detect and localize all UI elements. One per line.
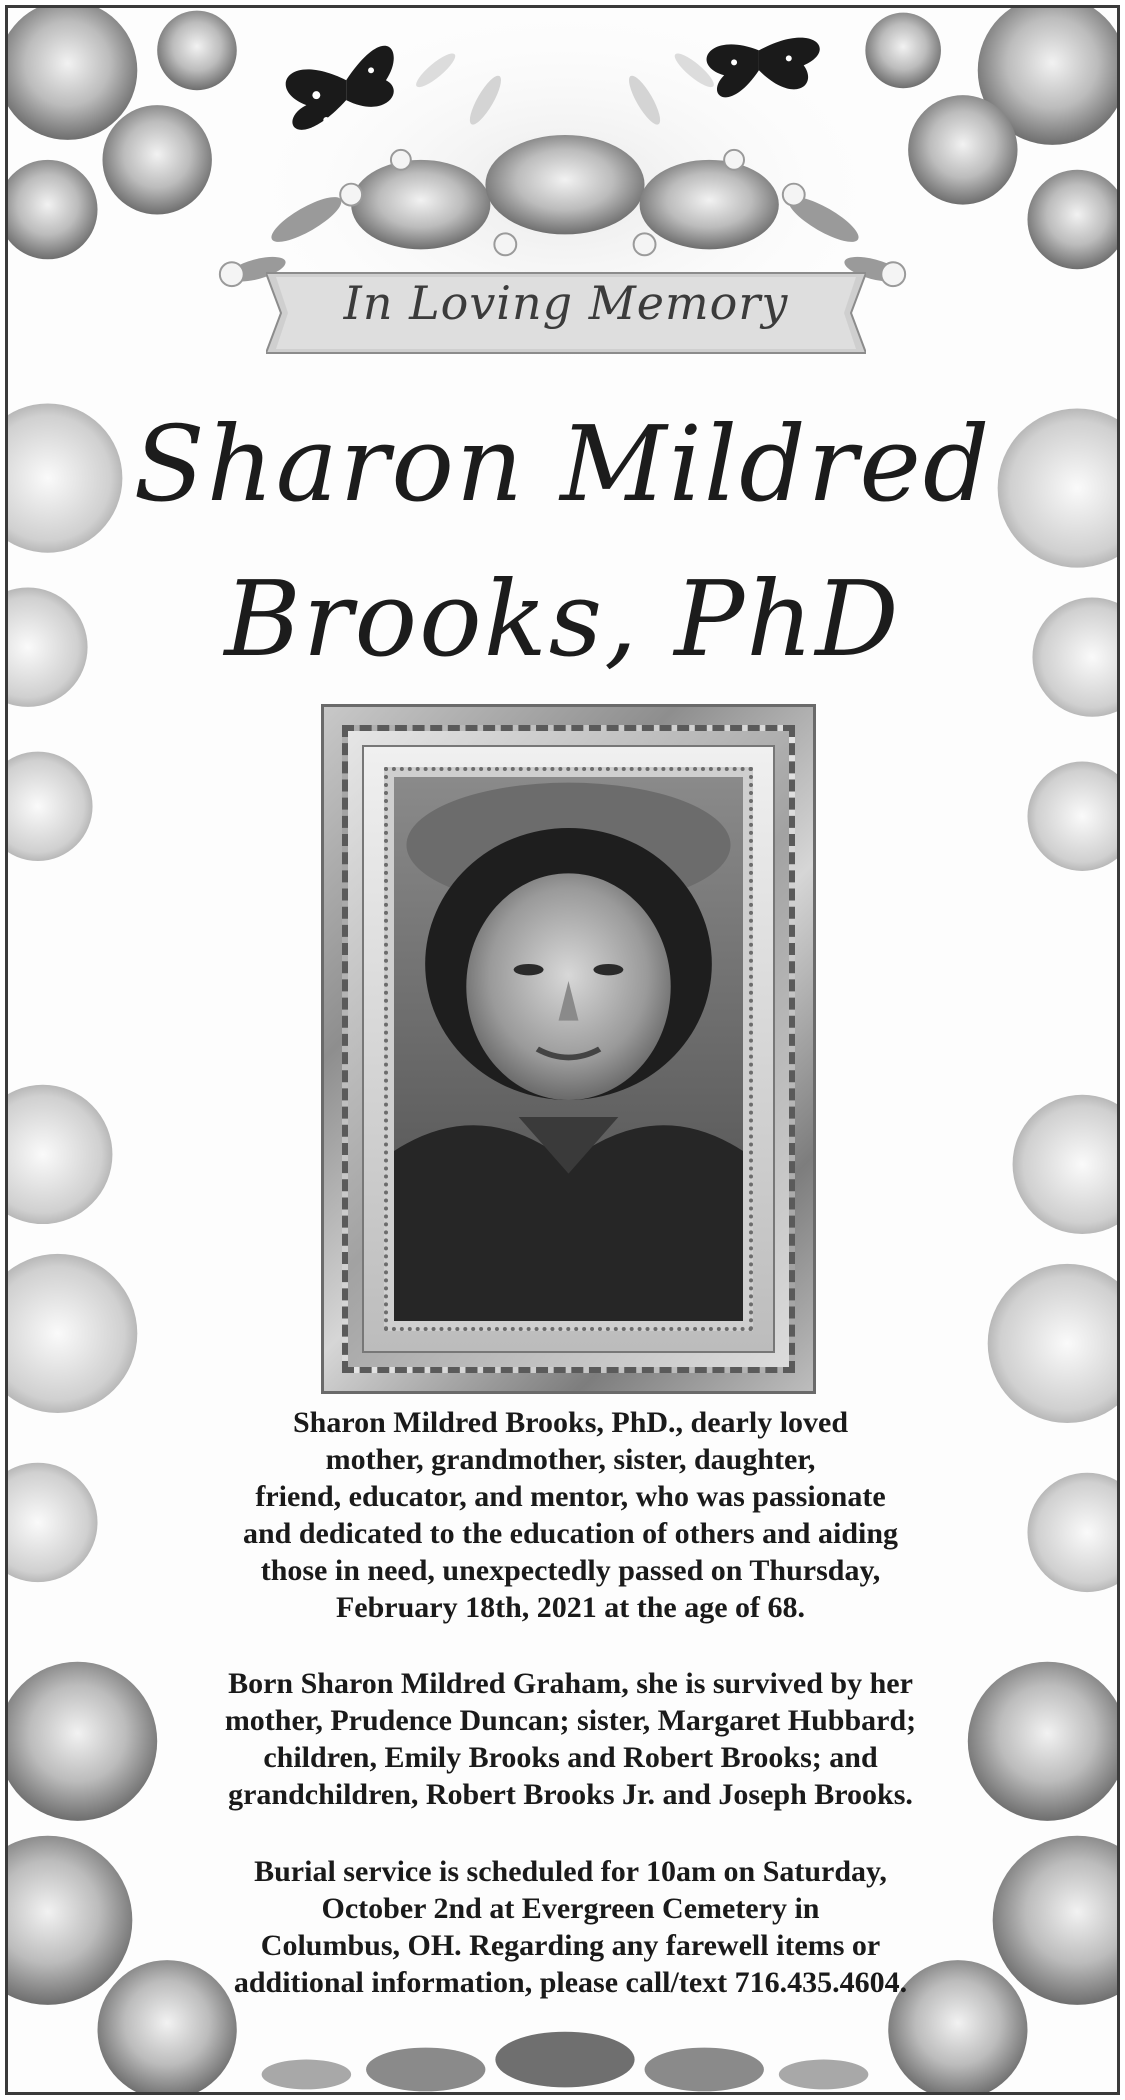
text-line: friend, educator, and mentor, who was passionate [255,1480,886,1513]
obituary-paragraph-1 [138,1404,1003,1626]
text-line: February 18th, 2021 at the age of 68. [335,1591,806,1624]
deceased-name-line2: Brooks, PhD [224,558,901,680]
text-line: Columbus, OH. Regarding any farewell items or [260,1929,881,1962]
text-line: mother, Prudence Duncan; sister, Margaret Hubbard; [224,1704,917,1737]
leaf-icon [262,2032,869,2092]
obituary-paragraph-3 [138,1853,1003,2001]
memorial-card [5,5,1120,2095]
rose-icon [865,8,1117,269]
text-line: Born Sharon Mildred Graham, she is survived by her [228,1667,913,1700]
text-line: grandchildren, Robert Brooks Jr. and Joseph Brooks. [228,1778,913,1811]
text-line: children, Emily Brooks and Robert Brooks; and [263,1741,878,1774]
banner-title: In Loving Memory [343,276,789,330]
text-line: mother, grandmother, sister, daughter, [325,1443,816,1476]
ornate-photo-frame [321,704,816,1394]
text-line: Burial service is scheduled for 10am on Saturday, [254,1855,887,1888]
deceased-name-line1: Sharon Mildred [133,403,992,525]
text-line: Sharon Mildred Brooks, PhD., dearly loved [292,1406,849,1439]
text-line: and dedicated to the education of others and aiding [242,1517,899,1550]
portrait-photo [394,777,743,1321]
text-line: October 2nd at Evergreen Cemetery in [321,1892,820,1925]
obituary-paragraph-2 [138,1665,1003,1813]
rose-icon [8,8,237,259]
text-line: additional information, please call/text 716.435.4604. [233,1966,908,1999]
text-line: those in need, unexpectedly passed on Thursday, [260,1554,881,1587]
